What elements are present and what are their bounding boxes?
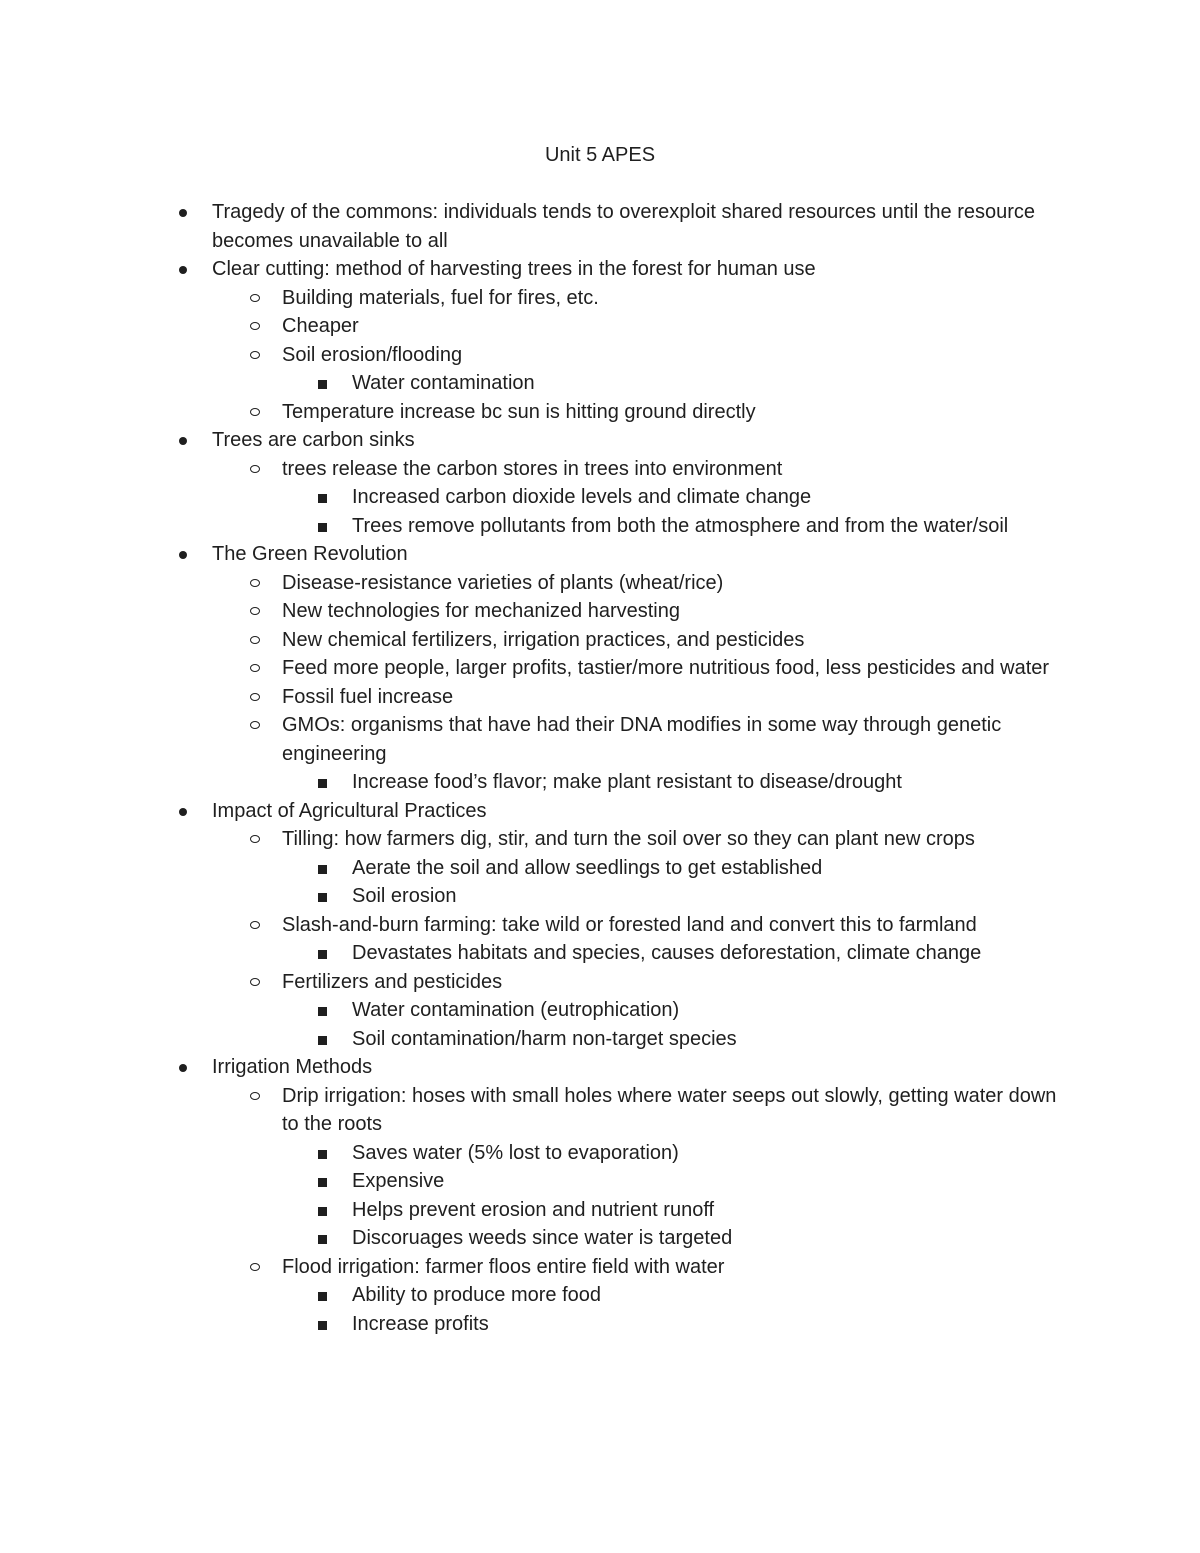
list-item [0,1253,1200,1282]
list-item-text: Expensive [352,1170,445,1192]
circle-bullet-icon [250,835,260,843]
list-item-text: Feed more people, larger profits, tastier/more nutritious food, less pesticides and water [282,657,1050,679]
list-item-text: Fossil fuel increase [282,685,454,708]
disc-bullet-icon [179,437,187,445]
list-item [0,768,1200,797]
square-bullet-icon [318,779,327,788]
square-bullet-icon [318,380,327,389]
disc-bullet-icon [179,1064,187,1072]
circle-bullet-icon [250,294,260,302]
list-item [0,996,1200,1025]
list-item-text: Water contamination [352,372,535,394]
list-item-text: The Green Revolution [212,543,408,565]
list-item-text: Increase food’s flavor; make plant resistant to disease/drought [352,771,902,793]
circle-bullet-icon [250,978,260,986]
list-item [0,198,1200,255]
list-item [0,512,1200,541]
list-item-text: Building materials, fuel for fires, etc. [282,286,599,309]
list-item [0,797,1200,826]
list-item-text: Trees are carbon sinks [212,429,415,451]
square-bullet-icon [318,1235,327,1244]
list-item [0,597,1200,626]
list-item-text: Water contamination (eutrophication) [352,999,680,1021]
square-bullet-icon [318,523,327,532]
list-item [0,1053,1200,1082]
list-item-text: Ability to produce more food [352,1284,602,1306]
list-item-text: Impact of Agricultural Practices [212,799,487,822]
list-item-text: Temperature increase bc sun is hitting ground directly [282,400,756,423]
list-item [0,1082,1200,1139]
list-item-text: Disease-resistance varieties of plants (wheat/rice) [282,571,724,594]
circle-bullet-icon [250,322,260,330]
square-bullet-icon [318,1321,327,1330]
list-item-text: Soil erosion/flooding [282,343,463,366]
list-item [0,426,1200,455]
list-item [0,911,1200,940]
document-title: Unit 5 APES [544,144,656,166]
disc-bullet-icon [179,209,187,217]
list-item-text: Slash-and-burn farming: take wild or forested land and convert this to farmland [282,913,977,936]
circle-bullet-icon [250,693,260,701]
square-bullet-icon [318,1007,327,1016]
list-item-text: Soil contamination/harm non-target species [352,1027,737,1050]
list-item-text: Tragedy of the commons: individuals tends to overexploit shared resources until the resource becomes unavailable to all [212,201,1036,252]
list-item-text: Discoruages weeds since water is targeted [352,1227,733,1249]
circle-bullet-icon [250,636,260,644]
list-item-text: Soil erosion [352,885,457,907]
list-item [0,341,1200,370]
list-item [0,398,1200,427]
list-item-text: Aerate the soil and allow seedlings to get established [352,856,823,879]
square-bullet-icon [318,865,327,874]
circle-bullet-icon [250,351,260,359]
disc-bullet-icon [179,266,187,274]
list-item-text: Devastates habitats and species, causes deforestation, climate change [352,942,982,964]
circle-bullet-icon [250,408,260,416]
circle-bullet-icon [250,921,260,929]
list-item-text: New technologies for mechanized harvesting [282,600,680,622]
list-item [0,255,1200,284]
square-bullet-icon [318,1178,327,1187]
circle-bullet-icon [250,607,260,615]
list-item [0,1139,1200,1168]
list-item-text: Cheaper [282,315,359,337]
list-item-text: Increase profits [352,1312,489,1335]
circle-bullet-icon [250,465,260,473]
list-item-text: Saves water (5% lost to evaporation) [352,1141,679,1164]
list-item-text: Tilling: how farmers dig, stir, and turn the soil over so they can plant new crops [282,828,975,850]
circle-bullet-icon [250,579,260,587]
disc-bullet-icon [179,808,187,816]
list-item [0,1167,1200,1196]
square-bullet-icon [318,1150,327,1159]
list-item-text: Clear cutting: method of harvesting trees in the forest for human use [212,258,816,280]
list-item [0,854,1200,883]
list-item [0,569,1200,598]
list-item [0,882,1200,911]
circle-bullet-icon [250,664,260,672]
square-bullet-icon [318,950,327,959]
list-item-text: Flood irrigation: farmer floos entire field with water [282,1255,725,1278]
square-bullet-icon [318,494,327,503]
list-item-text: Increased carbon dioxide levels and climate change [352,486,812,508]
list-item-text: New chemical fertilizers, irrigation practices, and pesticides [282,628,805,651]
list-item [0,626,1200,655]
square-bullet-icon [318,1036,327,1045]
list-item [0,825,1200,854]
list-item-text: Helps prevent erosion and nutrient runoff [352,1198,715,1221]
list-item-text: Drip irrigation: hoses with small holes where water seeps out slowly, getting water down to the roots [282,1084,1057,1135]
disc-bullet-icon [179,551,187,559]
square-bullet-icon [318,893,327,902]
list-item [0,540,1200,569]
list-item-text: Irrigation Methods [212,1056,373,1078]
list-item [0,939,1200,968]
list-item [0,455,1200,484]
list-item [0,1224,1200,1253]
list-item [0,683,1200,712]
square-bullet-icon [318,1207,327,1216]
list-item [0,312,1200,341]
list-item [0,711,1200,768]
circle-bullet-icon [250,721,260,729]
list-item [0,1025,1200,1054]
list-item [0,483,1200,512]
list-item-text: Fertilizers and pesticides [282,970,503,993]
list-item [0,1281,1200,1310]
list-item [0,1310,1200,1339]
list-item [0,968,1200,997]
list-item-text: Trees remove pollutants from both the atmosphere and from the water/soil [352,514,1009,537]
list-item-text: GMOs: organisms that have had their DNA modifies in some way through genetic engineering [282,714,1002,765]
list-item-text: trees release the carbon stores in trees into environment [282,457,783,480]
list-item [0,369,1200,398]
circle-bullet-icon [250,1092,260,1100]
square-bullet-icon [318,1292,327,1301]
list-item [0,284,1200,313]
circle-bullet-icon [250,1263,260,1271]
notes-list [0,198,1200,1338]
list-item [0,654,1200,683]
list-item [0,1196,1200,1225]
